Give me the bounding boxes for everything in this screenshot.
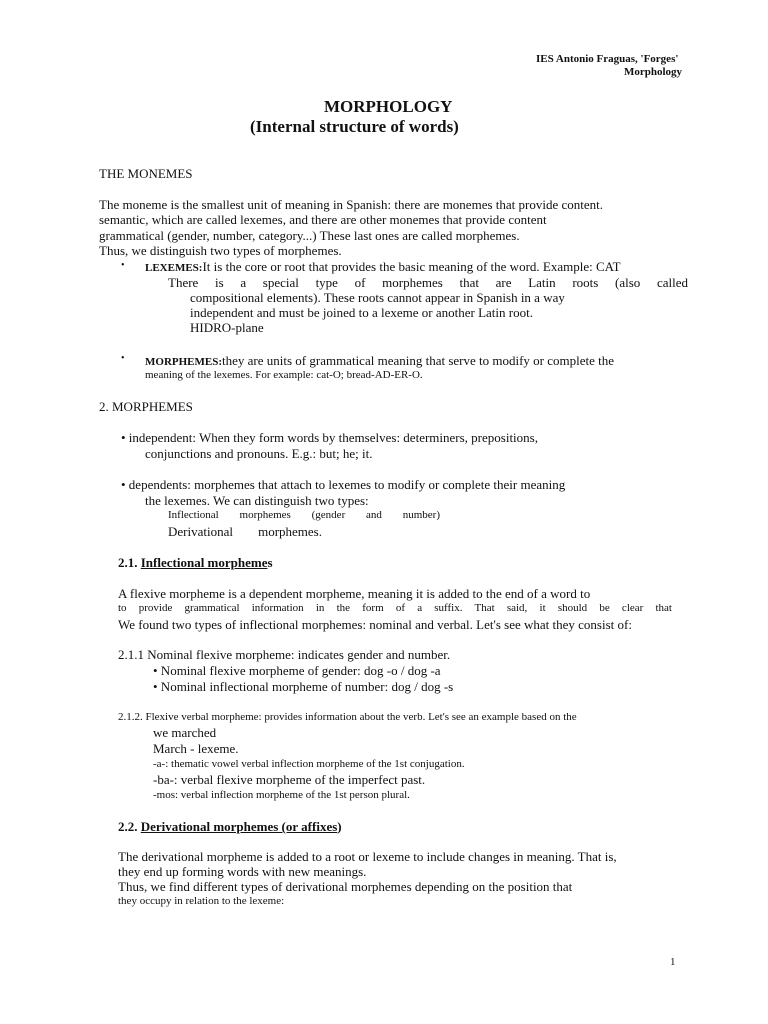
paragraph-line: they end up forming words with new meanings.	[118, 864, 367, 879]
page-number: 1	[670, 956, 676, 968]
paragraph-line: • dependents: morphemes that attach to lexemes to modify or complete their meaning	[121, 477, 566, 492]
page-subtitle: (Internal structure of words)	[250, 117, 459, 136]
paragraph-line: • Nominal inflectional morpheme of number: dog / dog -s	[153, 679, 454, 694]
paragraph-line: Derivational morphemes.	[168, 524, 322, 539]
paragraph-line: conjunctions and pronouns. E.g.: but; he; it.	[145, 446, 373, 461]
paragraph-line: independent and must be joined to a lexeme or another Latin root.	[190, 305, 533, 320]
paragraph-line: • Nominal flexive morpheme of gender: dog -o / dog -a	[153, 663, 441, 678]
paragraph-line: semantic, which are called lexemes, and there are other monemes that provide content	[99, 212, 547, 227]
paragraph-line: Thus, we distinguish two types of morphemes.	[99, 243, 342, 258]
section-heading-derivational	[118, 819, 342, 835]
header-subject: Morphology	[624, 66, 683, 78]
paragraph-line: -mos: verbal inflection morpheme of the 1st person plural.	[153, 789, 410, 801]
paragraph-line: Thus, we find different types of derivational morphemes depending on the position that	[118, 879, 573, 894]
morphemes-text: they are units of grammatical meaning that serve to modify or complete the	[222, 353, 615, 368]
paragraph-line: -a-: thematic vowel verbal inflection morpheme of the 1st conjugation.	[153, 758, 465, 770]
paragraph-line: to provide grammatical information in the form of a suffix. That said, it should be clear that	[118, 602, 672, 614]
section-heading-morphemes: 2. MORPHEMES	[99, 399, 193, 414]
lexemes-text: It is the core or root that provides the basic meaning of the word. Example: CAT	[202, 259, 621, 274]
paragraph-line: • independent: When they form words by themselves: determiners, prepositions,	[121, 430, 538, 445]
heading-text: Derivational morphemes (or affixes	[140, 819, 338, 834]
bullet-icon: •	[121, 353, 125, 364]
paragraph-line: 2.1.1 Nominal flexive morpheme: indicates gender and number.	[118, 647, 451, 662]
bullet-icon: •	[121, 260, 125, 271]
paragraph-line: March - lexeme.	[153, 741, 239, 756]
paragraph-line: 2.1.2. Flexive verbal morpheme: provides information about the verb. Let's see an example based on the	[118, 711, 577, 723]
paragraph-line: we marched	[153, 725, 217, 740]
heading-end: )	[337, 819, 342, 834]
paragraph-line: Inflectional morphemes (gender and number)	[168, 509, 440, 521]
paragraph-line: -ba-: verbal flexive morpheme of the imperfect past.	[153, 772, 426, 787]
paragraph-line: We found two types of inflectional morphemes: nominal and verbal. Let's see what they consist of:	[118, 617, 632, 632]
paragraph-line: compositional elements). These roots cannot appear in Spanish in a way	[190, 290, 565, 305]
header-school: IES Antonio Fraguas, 'Forges'	[536, 53, 679, 65]
paragraph-line: grammatical (gender, number, category...) These last ones are called morphemes.	[99, 228, 520, 243]
heading-text: Inflectional morpheme	[140, 555, 268, 570]
heading-number: 2.2.	[118, 819, 141, 834]
paragraph-line: A flexive morpheme is a dependent morpheme, meaning it is added to the end of a word to	[118, 586, 591, 601]
paragraph-line: they occupy in relation to the lexeme:	[118, 895, 285, 907]
paragraph-line: the lexemes. We can distinguish two types:	[145, 493, 369, 508]
heading-end: s	[267, 555, 273, 570]
page-title: MORPHOLOGY	[324, 97, 453, 116]
paragraph-line: meaning of the lexemes. For example: cat-O; bread-AD-ER-O.	[145, 369, 423, 381]
heading-number: 2.1.	[118, 555, 141, 570]
section-heading-monemes: THE MONEMES	[99, 166, 193, 181]
lexemes-label: LEXEMES:	[145, 262, 203, 274]
paragraph-line: There is a special type of morphemes that are Latin roots (also called	[168, 275, 688, 290]
section-heading-inflectional	[118, 555, 273, 571]
lexemes-item	[145, 259, 621, 275]
paragraph-line: The moneme is the smallest unit of meaning in Spanish: there are monemes that provide content.	[99, 197, 603, 212]
morphemes-item	[145, 353, 614, 369]
paragraph-line: HIDRO-plane	[190, 320, 264, 335]
morphemes-label: MORPHEMES:	[145, 356, 222, 368]
paragraph-line: The derivational morpheme is added to a root or lexeme to include changes in meaning. That is,	[118, 849, 617, 864]
